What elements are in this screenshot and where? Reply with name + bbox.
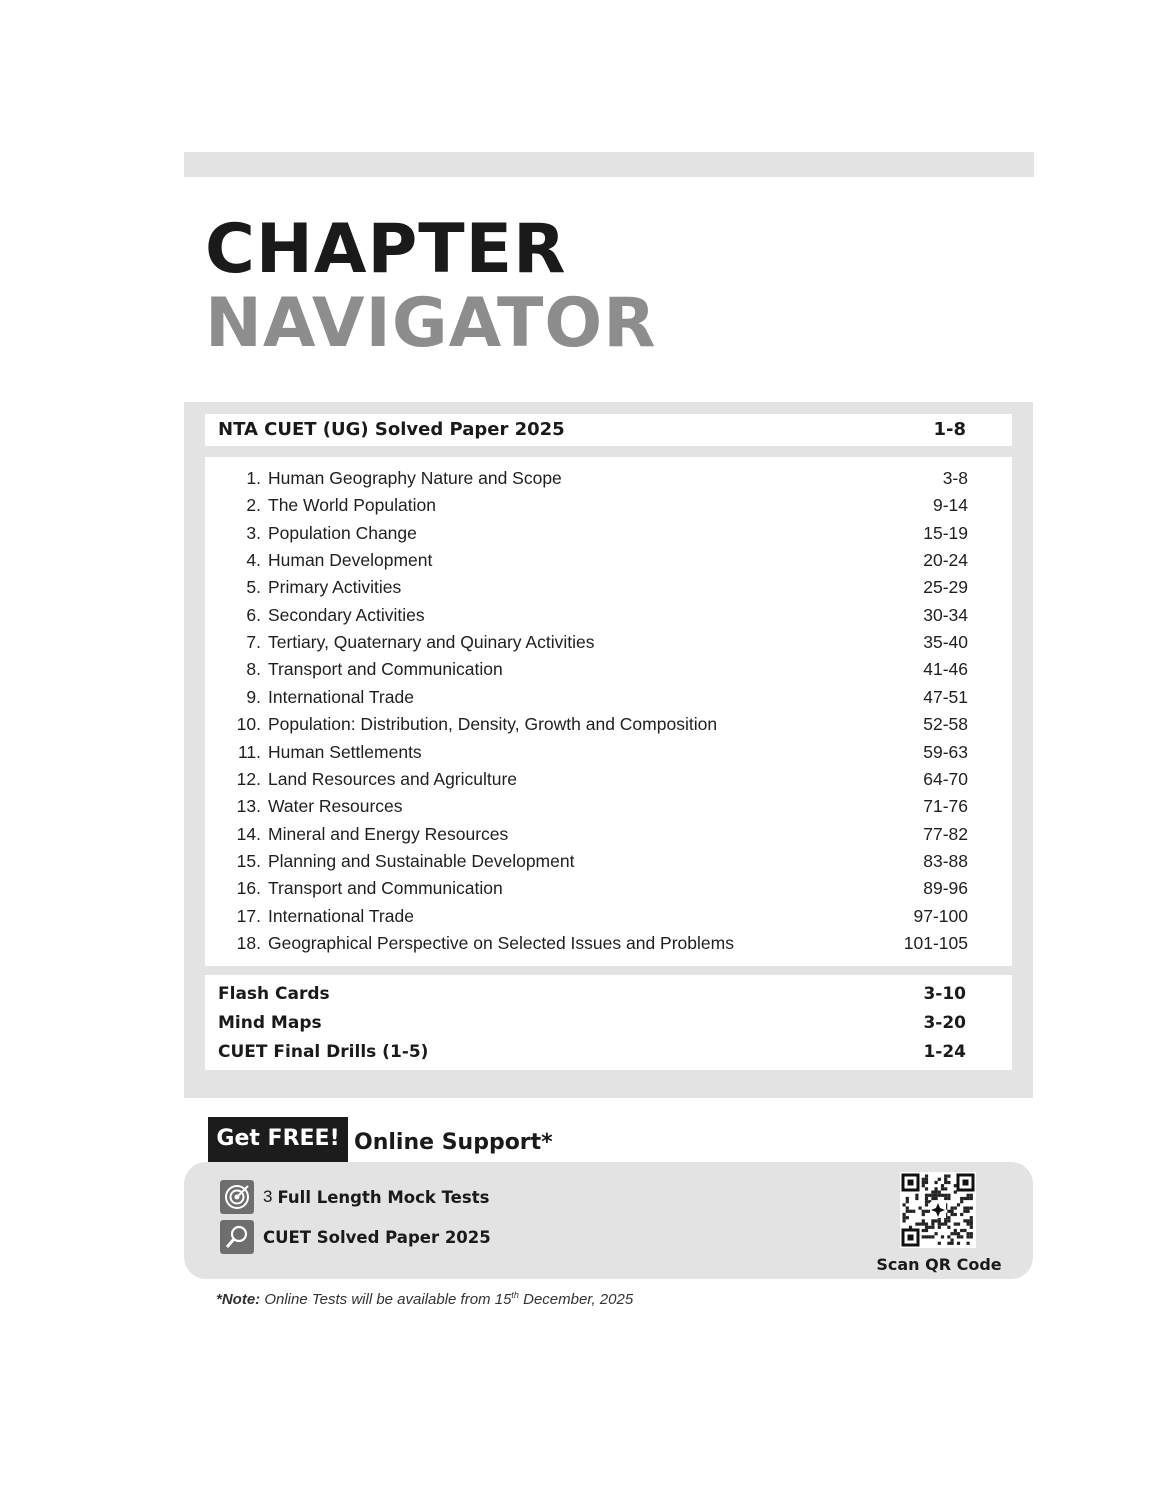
- online-support-title: Online Support*: [354, 1130, 553, 1155]
- chapter-pages: 15-19: [923, 522, 968, 543]
- chapter-pages: 20-24: [923, 550, 968, 571]
- chapter-row[interactable]: [227, 547, 968, 574]
- chapter-pages: 25-29: [923, 577, 968, 598]
- chapter-pages: 35-40: [923, 632, 968, 653]
- solved-paper-label: NTA CUET (UG) Solved Paper 2025: [218, 419, 565, 440]
- feature-mock-tests[interactable]: [220, 1180, 489, 1214]
- chapter-row[interactable]: [227, 520, 968, 547]
- magnifier-icon: [220, 1220, 254, 1254]
- solved-paper-row[interactable]: [218, 415, 966, 444]
- chapter-title: Population: Distribution, Density, Growth and Composition: [268, 714, 718, 735]
- chapter-number: 3.: [246, 522, 261, 543]
- chapter-pages: 64-70: [923, 768, 968, 789]
- note-superscript: th: [511, 1290, 519, 1300]
- chapter-row[interactable]: [227, 656, 968, 683]
- get-free-tag: Get FREE!: [208, 1117, 348, 1163]
- chapter-title: Transport and Communication: [268, 878, 503, 899]
- chapter-number: 7.: [246, 632, 261, 653]
- chapter-title: Secondary Activities: [268, 604, 425, 625]
- chapter-number: 5.: [246, 577, 261, 598]
- chapter-pages: 77-82: [923, 823, 968, 844]
- chapter-row[interactable]: [227, 903, 968, 930]
- extras-label: Flash Cards: [218, 983, 330, 1004]
- chapter-number: 18.: [236, 932, 261, 953]
- chapter-number: 16.: [236, 878, 261, 899]
- chapter-title: Water Resources: [268, 796, 403, 817]
- chapter-pages: 97-100: [913, 905, 968, 926]
- page-title-line-2: NAVIGATOR: [205, 284, 657, 363]
- chapter-pages: 41-46: [923, 659, 968, 680]
- chapter-row[interactable]: [227, 766, 968, 793]
- chapter-row[interactable]: [227, 848, 968, 875]
- chapter-title: Human Geography Nature and Scope: [268, 468, 562, 488]
- chapter-title: Mineral and Energy Resources: [268, 823, 509, 844]
- qr-code[interactable]: [900, 1172, 976, 1248]
- chapter-row[interactable]: [227, 875, 968, 902]
- chapter-row[interactable]: [227, 930, 968, 957]
- chapter-pages: 101-105: [903, 932, 968, 953]
- note-tail: December, 2025: [518, 1291, 634, 1308]
- extras-pages: 1-24: [923, 1041, 966, 1062]
- page-title-line-1: CHAPTER: [205, 210, 567, 289]
- qr-code-label: Scan QR Code: [876, 1255, 1002, 1274]
- chapter-row[interactable]: [227, 793, 968, 820]
- chapter-number: 4.: [246, 550, 261, 571]
- chapter-pages: 47-51: [923, 686, 968, 707]
- chapter-number: 6.: [246, 604, 261, 625]
- chapter-title: Planning and Sustainable Development: [268, 850, 575, 871]
- chapter-title: Population Change: [268, 522, 417, 543]
- feature-label: CUET Solved Paper 2025: [263, 1227, 491, 1247]
- feature-count: 3: [263, 1187, 273, 1206]
- solved-paper-box: [205, 414, 1012, 446]
- chapter-title: Land Resources and Agriculture: [268, 768, 518, 789]
- extras-pages: 3-20: [923, 1012, 966, 1033]
- chapter-list: [205, 457, 1012, 966]
- extras-row[interactable]: [218, 1008, 966, 1037]
- chapter-pages: 30-34: [923, 604, 968, 625]
- table-of-contents: [184, 402, 1033, 1098]
- chapter-number: 17.: [236, 905, 261, 926]
- chapter-row[interactable]: [227, 629, 968, 656]
- chapter-number: 15.: [236, 850, 261, 871]
- chapter-title: Human Development: [268, 550, 433, 571]
- footnote: [216, 1290, 633, 1308]
- chapter-number: 1.: [246, 468, 261, 488]
- chapter-number: 2.: [246, 495, 261, 516]
- chapter-title: Geographical Perspective on Selected Issues and Problems: [268, 932, 734, 953]
- chapter-number: 13.: [236, 796, 261, 817]
- extras-label: Mind Maps: [218, 1012, 322, 1033]
- chapter-title: Primary Activities: [268, 577, 402, 598]
- chapter-number: 14.: [236, 823, 261, 844]
- chapter-pages: 59-63: [923, 741, 968, 762]
- chapter-number: 12.: [236, 768, 261, 789]
- chapter-row[interactable]: [227, 574, 968, 601]
- chapter-pages: 52-58: [923, 714, 968, 735]
- chapter-title: International Trade: [268, 686, 414, 707]
- note-lead: *Note:: [216, 1291, 261, 1308]
- target-icon: [220, 1180, 254, 1214]
- chapter-pages: 71-76: [923, 796, 968, 817]
- feature-label: Full Length Mock Tests: [277, 1187, 490, 1207]
- top-decorative-bar: [184, 152, 1034, 177]
- extras-pages: 3-10: [923, 983, 966, 1004]
- chapter-pages: 9-14: [932, 495, 968, 516]
- chapter-row[interactable]: [227, 711, 968, 738]
- chapter-row[interactable]: [227, 821, 968, 848]
- extras-row[interactable]: [218, 979, 966, 1008]
- chapter-row[interactable]: [227, 602, 968, 629]
- chapter-pages: 83-88: [923, 850, 968, 871]
- chapter-row[interactable]: [227, 465, 968, 492]
- chapter-title: The World Population: [268, 495, 436, 516]
- chapter-pages: 3-8: [942, 468, 968, 488]
- online-support-panel: [184, 1162, 1033, 1279]
- note-text: Online Tests will be available from 15: [260, 1291, 512, 1308]
- feature-solved-paper[interactable]: [220, 1220, 491, 1254]
- extras-list: [205, 975, 1012, 1070]
- chapter-title: Tertiary, Quaternary and Quinary Activities: [268, 632, 595, 653]
- chapter-row[interactable]: [227, 739, 968, 766]
- chapter-number: 11.: [237, 741, 261, 762]
- chapter-number: 10.: [236, 714, 261, 735]
- extras-label: CUET Final Drills (1-5): [218, 1041, 429, 1062]
- chapter-title: Human Settlements: [268, 741, 422, 762]
- chapter-row[interactable]: [227, 684, 968, 711]
- chapter-row[interactable]: [227, 492, 968, 519]
- chapter-number: 8.: [246, 659, 261, 680]
- solved-paper-pages: 1-8: [933, 419, 966, 440]
- chapter-title: Transport and Communication: [268, 659, 503, 680]
- chapter-title: International Trade: [268, 905, 414, 926]
- chapter-pages: 89-96: [923, 878, 968, 899]
- chapter-number: 9.: [246, 686, 261, 707]
- extras-row[interactable]: [218, 1037, 966, 1066]
